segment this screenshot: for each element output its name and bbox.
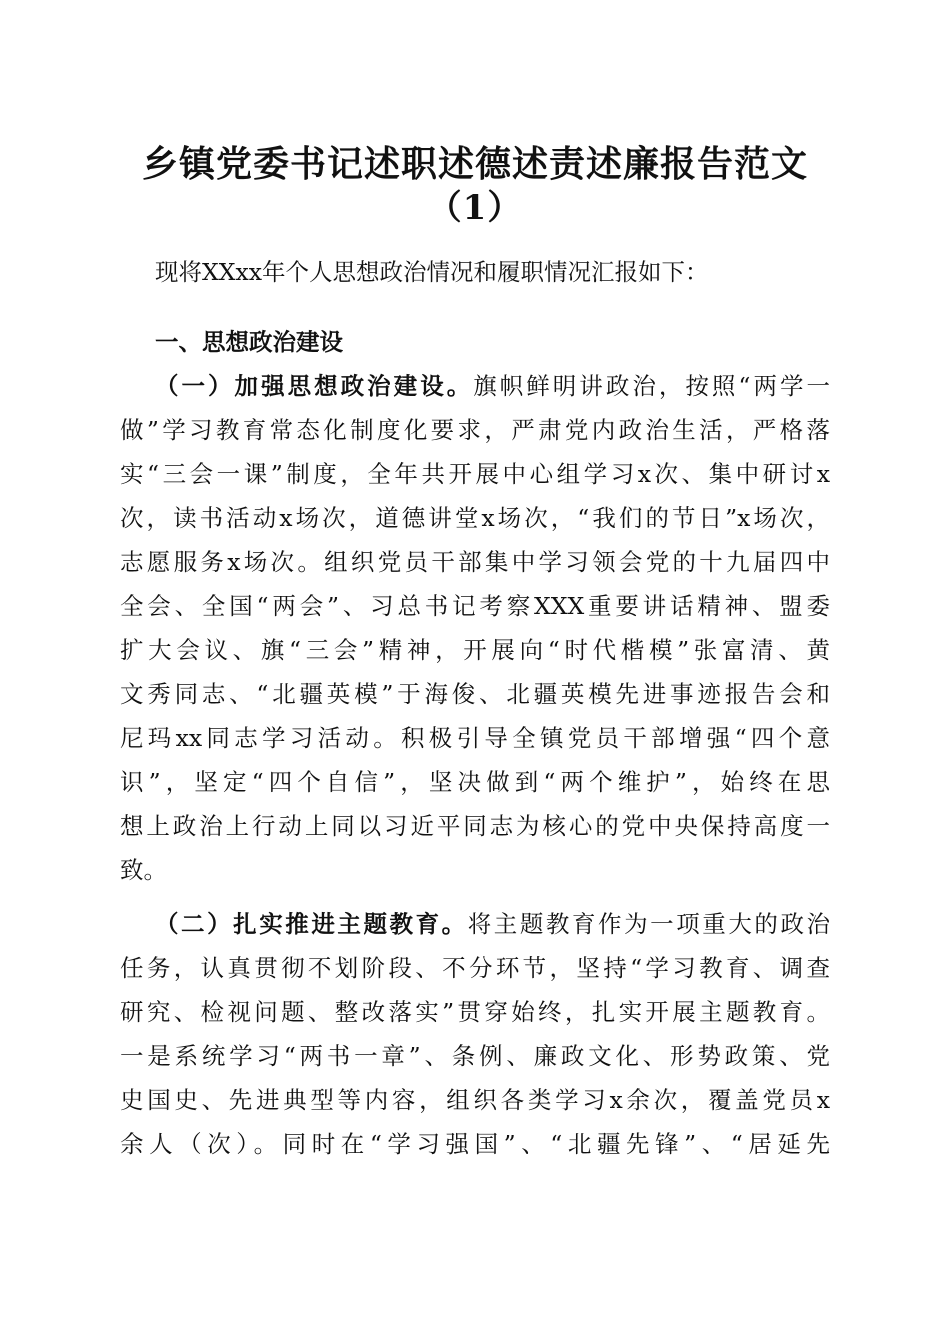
intro-paragraph: 现将XXxx年个人思想政治情况和履职情况汇报如下：: [155, 258, 709, 286]
paragraph-2-line: 史国史、先进典型等内容，组织各类学习x余次，覆盖党员x: [120, 1086, 830, 1114]
paragraph-2-lead: （二）扎实推进主题教育。: [155, 910, 468, 938]
document-title: 乡镇党委书记述职述德述责述廉报告范文: [141, 143, 808, 185]
paragraph-2-first-text: 将主题教育作为一项重大的政治: [467, 910, 831, 938]
paragraph-1-first-text: 旗帜鲜明讲政治，按照“两学一: [473, 372, 830, 400]
document-title-number: （1）: [427, 188, 523, 228]
paragraph-1-line: 想上政治上行动上同以习近平同志为核心的党中央保持高度一: [120, 812, 830, 840]
paragraph-1-line: 尼玛xx同志学习活动。积极引导全镇党员干部增强“四个意: [120, 724, 830, 752]
paragraph-1-line: 文秀同志、“北疆英模”于海俊、北疆英模先进事迹报告会和: [120, 680, 830, 708]
paragraph-1-line: 实“三会一课”制度，全年共开展中心组学习x次、集中研讨x: [120, 460, 830, 488]
paragraph-1-line: 志愿服务x场次。组织党员干部集中学习领会党的十九届四中: [120, 548, 830, 576]
paragraph-1-line: 致。: [120, 856, 167, 884]
paragraph-1-line: 全会、全国“两会”、习总书记考察XXX重要讲话精神、盟委: [120, 592, 830, 620]
paragraph-1-line: 扩大会议、旗“三会”精神，开展向“时代楷模”张富清、黄: [120, 636, 830, 664]
section-heading-1: 一、思想政治建设: [155, 328, 343, 356]
paragraph-2-line: 任务，认真贯彻不划阶段、不分环节，坚持“学习教育、调查: [120, 954, 830, 982]
paragraph-2-line: 研究、检视问题、整改落实”贯穿始终，扎实开展主题教育。: [120, 998, 830, 1026]
paragraph-2-line: 一是系统学习“两书一章”、条例、廉政文化、形势政策、党: [120, 1042, 830, 1070]
paragraph-1-lead: （一）加强思想政治建设。: [155, 372, 474, 400]
paragraph-1-first-line: [155, 368, 830, 404]
paragraph-2-line: 余人（次）。同时在“学习强国”、“北疆先锋”、“居延先: [120, 1130, 830, 1158]
paragraph-2-first-line: [155, 906, 830, 942]
paragraph-1-line: 识”，坚定“四个自信”，坚决做到“两个维护”，始终在思: [120, 768, 830, 796]
paragraph-1-line: 做”学习教育常态化制度化要求，严肃党内政治生活，严格落: [120, 416, 830, 444]
paragraph-1-line: 次，读书活动x场次，道德讲堂x场次，“我们的节日”x场次，: [120, 504, 830, 532]
